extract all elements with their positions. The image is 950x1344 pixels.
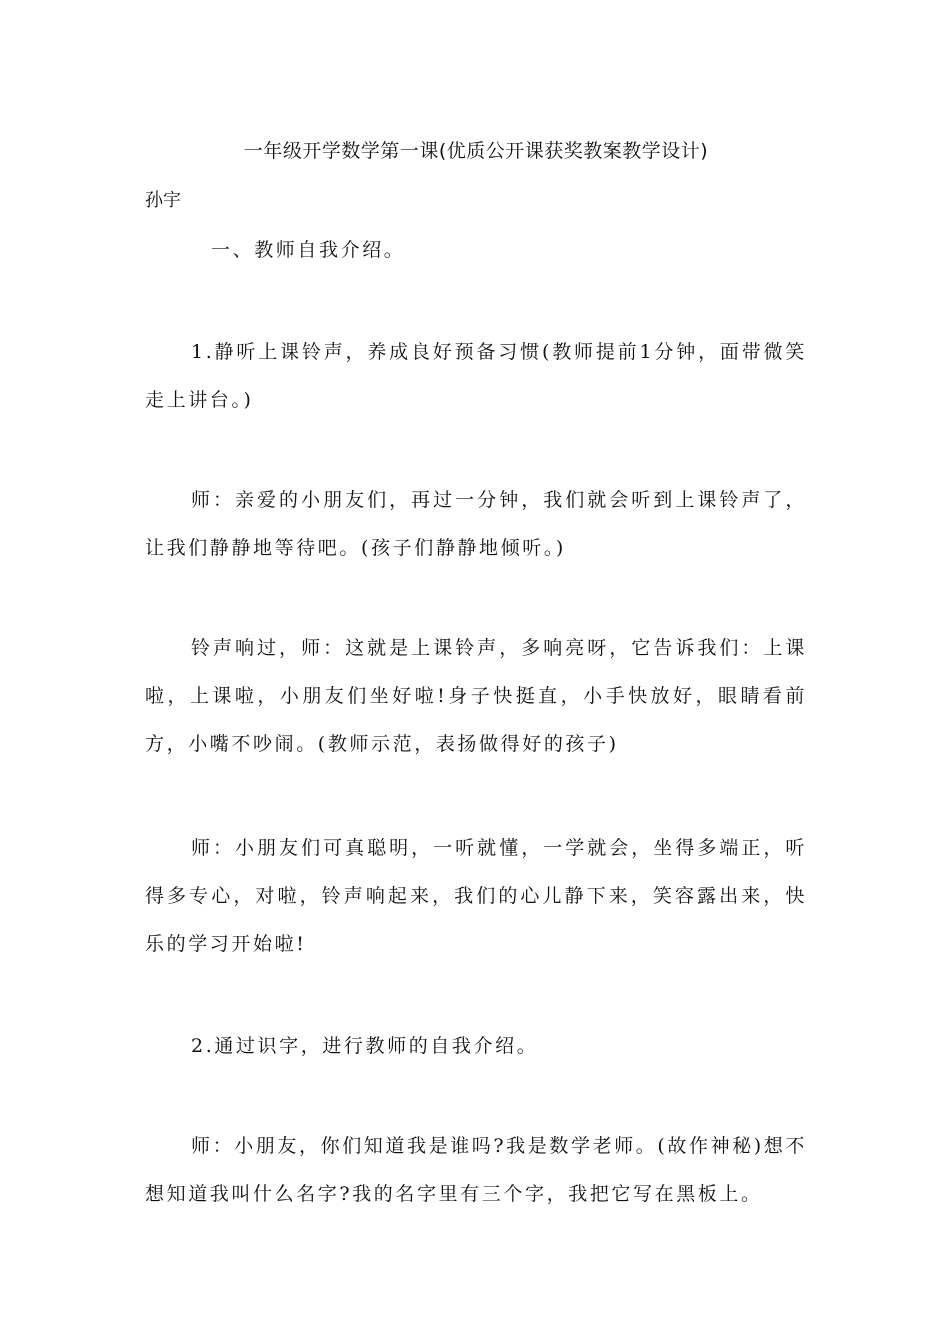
paragraph: 1.静听上课铃声，养成良好预备习惯(教师提前1分钟，面带微笑走上讲台。) <box>145 341 807 411</box>
section-heading: 一、教师自我介绍。 <box>211 239 406 261</box>
paragraph: 师：小朋友们可真聪明，一听就懂，一学就会，坐得多端正，听得多专心，对啦，铃声响起来，我们的心儿静下来，笑容露出来，快乐的学习开始啦! <box>145 837 807 955</box>
paragraph: 师：小朋友，你们知道我是谁吗?我是数学老师。(故作神秘)想不想知道我叫什么名字?我的名字里有三个字，我把它写在黑板上。 <box>145 1135 808 1205</box>
author-name: 孙宇 <box>145 190 181 211</box>
paragraph: 2.通过识字，进行教师的自我介绍。 <box>191 1035 539 1057</box>
document-title: 一年级开学数学第一课(优质公开课获奖教案教学设计) <box>243 140 709 162</box>
paragraph: 铃声响过，师：这就是上课铃声，多响亮呀，它告诉我们：上课啦，上课啦，小朋友们坐好啦!身子快挺直，小手快放好，眼睛看前方，小嘴不吵闹。(教师示范，表扬做得好的孩子) <box>145 637 807 755</box>
paragraph: 师：亲爱的小朋友们，再过一分钟，我们就会听到上课铃声了，让我们静静地等待吧。(孩子们静静地倾听。) <box>145 489 807 559</box>
